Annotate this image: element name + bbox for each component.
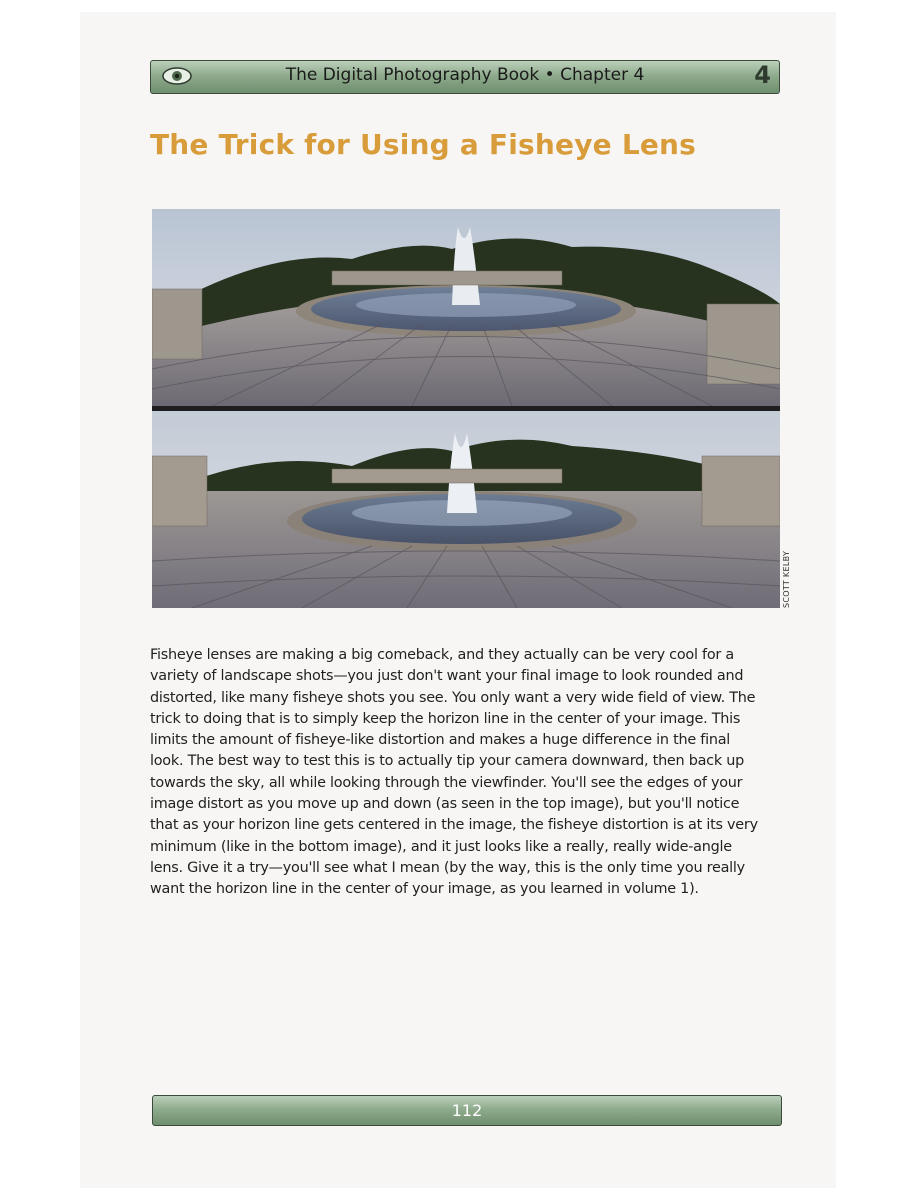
body-line: want the horizon line in the center of your image, as you learned in volume 1). <box>150 881 699 898</box>
header-title: The Digital Photography Book • Chapter 4 <box>285 65 645 85</box>
chapter-header-bar <box>150 60 780 94</box>
fisheye-top-image <box>152 209 780 406</box>
fisheye-bottom-image <box>152 411 780 608</box>
page-number: 112 <box>451 1101 483 1120</box>
body-line: lens. Give it a try—you'll see what I mean (by the way, this is the only time you really <box>150 859 745 876</box>
body-line: limits the amount of fisheye-like distortion and makes a huge difference in the final <box>150 732 731 749</box>
body-line: image distort as you move up and down (as seen in the top image), but you'll notice <box>150 796 740 813</box>
body-line: minimum (like in the bottom image), and it just looks like a really, really wide-angle <box>150 838 732 855</box>
section-title: The Trick for Using a Fisheye Lens <box>150 128 697 161</box>
body-line: look. The best way to test this is to actually tip your camera downward, then back up <box>150 753 745 770</box>
body-line: trick to doing that is to simply keep the horizon line in the center of your image. This <box>150 710 741 727</box>
body-paragraph <box>150 645 780 901</box>
page-footer-bar <box>152 1095 782 1126</box>
chapter-number: 4 <box>754 61 771 89</box>
photo-credit: SCOTT KELBY <box>782 550 791 608</box>
body-line: distorted, like many fisheye shots you see. You only want a very wide field of view. The <box>150 689 756 706</box>
body-line: variety of landscape shots—you just don't want your final image to look rounded and <box>150 668 744 685</box>
body-line: that as your horizon line gets centered in the image, the fisheye distortion is at its very <box>150 817 758 834</box>
body-line: Fisheye lenses are making a big comeback, and they actually can be very cool for a <box>150 647 734 663</box>
body-line: towards the sky, all while looking through the viewfinder. You'll see the edges of your <box>150 774 743 791</box>
